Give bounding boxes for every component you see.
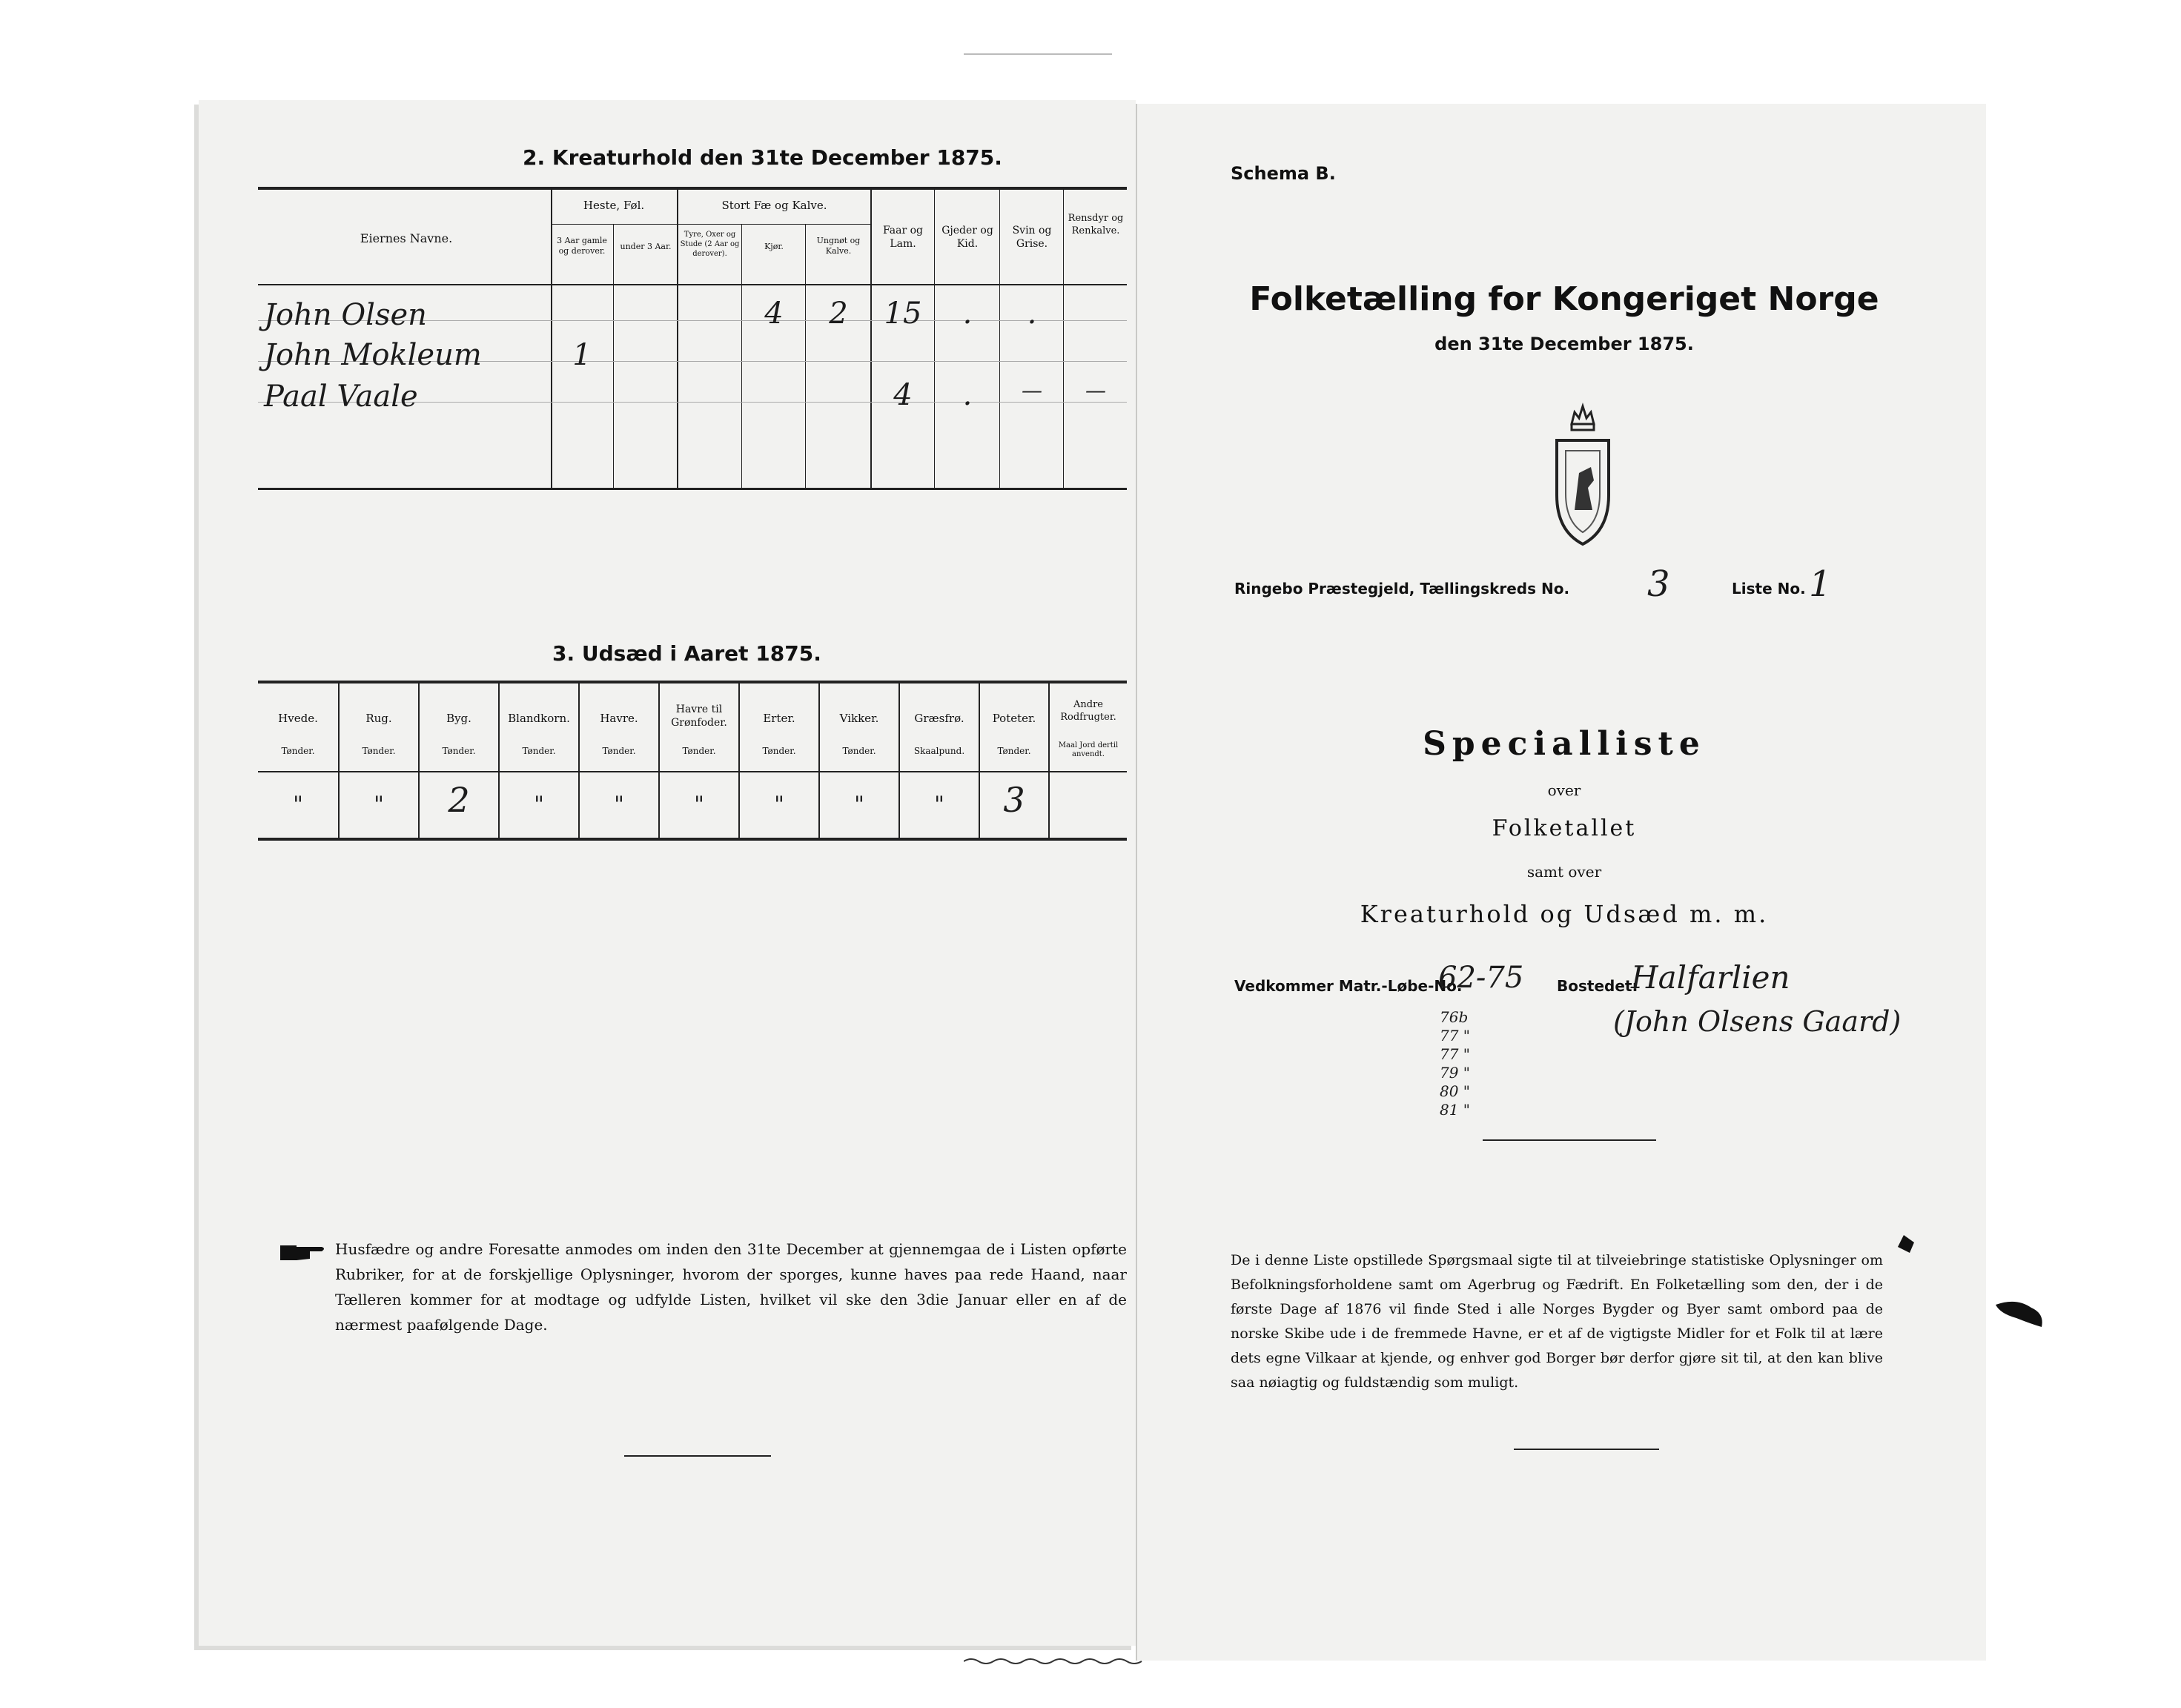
notice-text: Husfædre og andre Foresatte anmodes om inden den 31te December at gjennemgaa de i Listen opførte Rubriker, for at de forskjellige Oplysninger, hvorom der sporges, kunne haves paa rede Haand, naar Tælleren kommer for at modtage og udfylde Listen, hvilket vil ske den 3die Januar eller en af de nærmest paafølgende Dage. (335, 1240, 1127, 1334)
rule (1483, 1139, 1656, 1141)
header-rensdyr: Rensdyr og Renkalve. (1068, 213, 1124, 236)
matr-extra-item: 80 " (1440, 1082, 1471, 1100)
folketallet-heading: Folketallet (1492, 815, 1637, 841)
seed-header-havre-gronfoder: Havre til Grønfoder. (671, 704, 727, 729)
seed-unit: Maal Jord dertil anvendt. (1058, 741, 1119, 758)
seed-value: " (374, 792, 384, 818)
seed-table (258, 681, 1127, 839)
specialliste-heading: Specialliste (1423, 725, 1706, 763)
seed-unit: Tønder. (522, 746, 556, 756)
header-tyre: Tyre, Oxer og Stude (2 Aar og derover). (680, 231, 740, 258)
header-faar: Faar og Lam. (883, 225, 923, 250)
seed-header-hvede: Hvede. (278, 712, 318, 725)
seed-header-byg: Byg. (446, 712, 471, 725)
coat-of-arms-icon (1549, 399, 1616, 547)
rule (624, 1455, 771, 1457)
kreaturhold-heading: Kreaturhold og Udsæd m. m. (1360, 900, 1769, 928)
seed-unit: Skaalpund. (913, 746, 965, 756)
matr-extra-list (1440, 1008, 1470, 1119)
matr-extra-item: 77 " (1440, 1027, 1471, 1045)
section2-title: 2. Kreaturhold den 31te December 1875. (523, 145, 1002, 170)
seed-unit: Tønder. (682, 746, 716, 756)
document-title: Folketælling for Kongeriget Norge (1249, 280, 1879, 318)
bleed-through-text (243, 515, 414, 1294)
bosted-note: (John Olsens Gaard) (1613, 1005, 1902, 1038)
seed-unit: Tønder. (281, 746, 315, 756)
row3-name: Paal Vaale (264, 380, 418, 414)
seed-header-poteter: Poteter. (992, 712, 1036, 725)
seed-header-blandkorn: Blandkorn. (508, 712, 570, 725)
seed-value: " (694, 792, 704, 818)
kreds-number: 3 (1647, 563, 1670, 605)
seed-unit: Tønder. (842, 746, 876, 756)
row1-kjor: 4 (764, 297, 784, 331)
binding-stitch (964, 1655, 1149, 1664)
seed-value: " (614, 792, 624, 818)
row3-gjeder: . (962, 378, 973, 412)
header-kjor: Kjør. (764, 242, 784, 251)
seed-value: " (854, 792, 864, 818)
seed-header-erter: Erter. (763, 712, 795, 725)
seed-value: 2 (448, 780, 470, 820)
seed-unit: Tønder. (362, 746, 396, 756)
header-stort-fae: Stort Fæ og Kalve. (721, 199, 827, 212)
header-owner-names: Eiernes Navne. (360, 231, 453, 245)
seed-header-graesfro: Græsfrø. (914, 712, 964, 725)
matr-extra-item: 81 " (1440, 1101, 1471, 1119)
ink-blot (1994, 1297, 2046, 1330)
row1-gjeder: . (962, 297, 973, 331)
seed-value: " (774, 792, 784, 818)
liste-number: 1 (1809, 563, 1832, 605)
samt-over-label: samt over (1526, 863, 1602, 881)
row3-faar: 4 (893, 378, 913, 412)
row1-svin: . (1027, 297, 1037, 331)
over-label: over (1547, 781, 1581, 799)
seed-value: " (293, 792, 303, 818)
header-svin: Svin og Grise. (1012, 225, 1052, 250)
seed-header-havre: Havre. (600, 712, 638, 725)
livestock-table (258, 187, 1127, 489)
header-heste: Heste, Føl. (583, 199, 645, 212)
seed-unit: Tønder. (762, 746, 796, 756)
seed-value: " (534, 792, 544, 818)
row2-heste3: 1 (572, 338, 592, 372)
seed-header-andre: Andre Rodfrugter. (1060, 699, 1116, 723)
seed-value: 3 (1003, 780, 1025, 820)
row1-name: John Olsen (264, 298, 427, 332)
seed-header-vikker: Vikker. (839, 712, 879, 725)
liste-label: Liste No. (1732, 580, 1806, 598)
document-date: den 31te December 1875. (1434, 334, 1694, 354)
row2-name: John Mokleum (264, 338, 482, 372)
section3-title: 3. Udsæd i Aaret 1875. (552, 641, 821, 666)
seed-value: " (934, 792, 944, 818)
row1-faar: 15 (884, 297, 922, 331)
ink-blot (1895, 1232, 1916, 1254)
schema-label: Schema B. (1231, 163, 1336, 184)
matr-label: Vedkommer Matr.-Løbe-No. (1234, 977, 1463, 995)
row3-rensdyr: — (1085, 378, 1106, 403)
seed-header-rug: Rug. (365, 712, 392, 725)
rule (1514, 1449, 1659, 1450)
page-edge (964, 53, 1112, 55)
seed-unit: Tønder. (442, 746, 476, 756)
pointing-hand-icon (280, 1241, 328, 1263)
seed-unit: Tønder. (997, 746, 1031, 756)
matr-value: 62-75 (1438, 961, 1524, 995)
matr-extra-item: 79 " (1440, 1064, 1471, 1082)
prestegjeld-label: Ringebo Præstegjeld, Tællingskreds No. (1234, 580, 1570, 598)
bosted-label: Bostedet: (1557, 977, 1638, 995)
bosted-value: Halfarlien (1631, 959, 1790, 996)
header-heste-3aar: 3 Aar gamle og derover. (557, 236, 607, 256)
matr-extra-item: 76b (1440, 1008, 1469, 1026)
footer-text: De i denne Liste opstillede Spørgsmaal sigte til at tilveiebringe statistiske Oplysninger om Befolkningsforholdene samt om Agerbrug og Fædrift. En Folketælling som den, der i de første Dage af 1876 vil finde Sted i alle Norges Bygder og Byer samt ombord paa de norske Skibe ude i de fremmede Havne, er et af de vigtigste Midler for et Folk til at lære dets egne Vilkaar at kjende, og enhver god Borger bør derfor gjøre sit til, at den kan blive saa nøiagtig og fuldstændig som muligt. (1231, 1252, 1883, 1391)
row3-svin: — (1022, 378, 1042, 403)
row1-ungnot: 2 (829, 297, 848, 331)
header-ungnot: Ungnøt og Kalve. (816, 236, 861, 256)
header-gjeder: Gjeder og Kid. (941, 225, 993, 250)
header-heste-under3: under 3 Aar. (620, 242, 672, 251)
seed-unit: Tønder. (602, 746, 636, 756)
matr-extra-item: 77 " (1440, 1045, 1471, 1063)
